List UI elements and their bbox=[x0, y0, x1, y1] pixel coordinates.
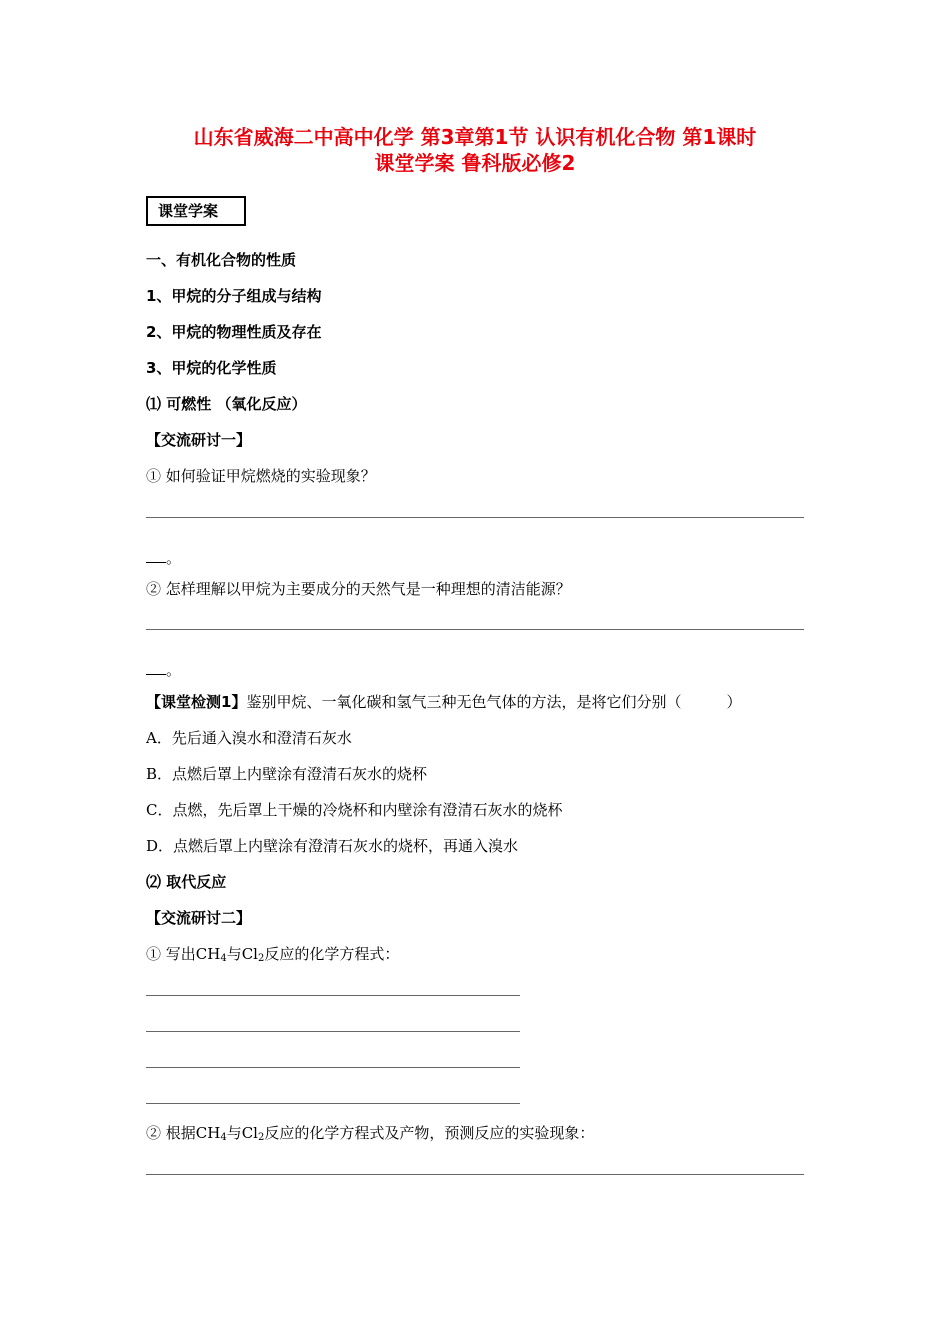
heading-methane-physical: 2、甲烷的物理性质及存在 bbox=[146, 323, 322, 341]
answer-end bbox=[146, 660, 181, 680]
answer-line bbox=[146, 517, 804, 518]
option-a: A．先后通入溴水和澄清石灰水 bbox=[146, 729, 352, 747]
document-title-line2: 课堂学案 鲁科版必修2 bbox=[374, 151, 576, 175]
end-mark: 。 bbox=[166, 661, 182, 679]
answer-line bbox=[146, 1031, 520, 1032]
q3-text-a: ① 写出CH bbox=[146, 945, 221, 963]
answer-line bbox=[146, 1103, 520, 1104]
answer-line bbox=[146, 1067, 520, 1068]
question-3 bbox=[146, 944, 399, 969]
heading-properties: 一、有机化合物的性质 bbox=[146, 251, 297, 269]
class-check-question bbox=[146, 692, 741, 712]
option-b: B．点燃后罩上内壁涂有澄清石灰水的烧杯 bbox=[146, 765, 428, 783]
q3-text-c: 反应的化学方程式： bbox=[264, 945, 400, 963]
blank-underline bbox=[146, 660, 166, 675]
option-c: C．点燃，先后罩上干燥的冷烧杯和内壁涂有澄清石灰水的烧杯 bbox=[146, 801, 563, 819]
q4-text-c: 反应的化学方程式及产物，预测反应的实验现象： bbox=[264, 1124, 595, 1142]
option-d: D．点燃后罩上内壁涂有澄清石灰水的烧杯，再通入溴水 bbox=[146, 837, 519, 855]
subheading-substitution: ⑵ 取代反应 bbox=[146, 873, 227, 891]
q4-text-a: ② 根据CH bbox=[146, 1124, 221, 1142]
answer-line bbox=[146, 995, 520, 996]
end-mark: 。 bbox=[166, 549, 182, 567]
discussion-label-2: 【交流研讨二】 bbox=[146, 909, 252, 927]
class-check-label: 【课堂检测1】 bbox=[146, 693, 247, 711]
section-box-label: 课堂学案 bbox=[146, 196, 246, 226]
q4-text-b: 与Cl bbox=[226, 1124, 258, 1142]
q3-text-b: 与Cl bbox=[226, 945, 258, 963]
q4-subscript-2: 2 bbox=[257, 1132, 265, 1143]
question-1: ① 如何验证甲烷燃烧的实验现象？ bbox=[146, 467, 376, 485]
q3-subscript-2: 2 bbox=[257, 953, 265, 964]
subheading-combustion: ⑴ 可燃性 （氧化反应） bbox=[146, 395, 307, 413]
q3-subscript-1: 4 bbox=[220, 953, 227, 964]
question-2: ② 怎样理解以甲烷为主要成分的天然气是一种理想的清洁能源？ bbox=[146, 580, 571, 598]
blank-underline bbox=[146, 548, 166, 563]
q4-subscript-1: 4 bbox=[220, 1132, 227, 1143]
heading-methane-chemical: 3、甲烷的化学性质 bbox=[146, 359, 277, 377]
answer-line bbox=[146, 629, 804, 630]
document-title-line1: 山东省威海二中高中化学 第3章第1节 认识有机化合物 第1课时 bbox=[193, 125, 757, 149]
heading-methane-structure: 1、甲烷的分子组成与结构 bbox=[146, 287, 322, 305]
question-4 bbox=[146, 1123, 594, 1148]
answer-line bbox=[146, 1174, 804, 1175]
discussion-label-1: 【交流研讨一】 bbox=[146, 431, 252, 449]
answer-end bbox=[146, 548, 181, 568]
class-check-text: 鉴别甲烷、一氧化碳和氢气三种无色气体的方法，是将它们分别（ ） bbox=[246, 693, 742, 711]
